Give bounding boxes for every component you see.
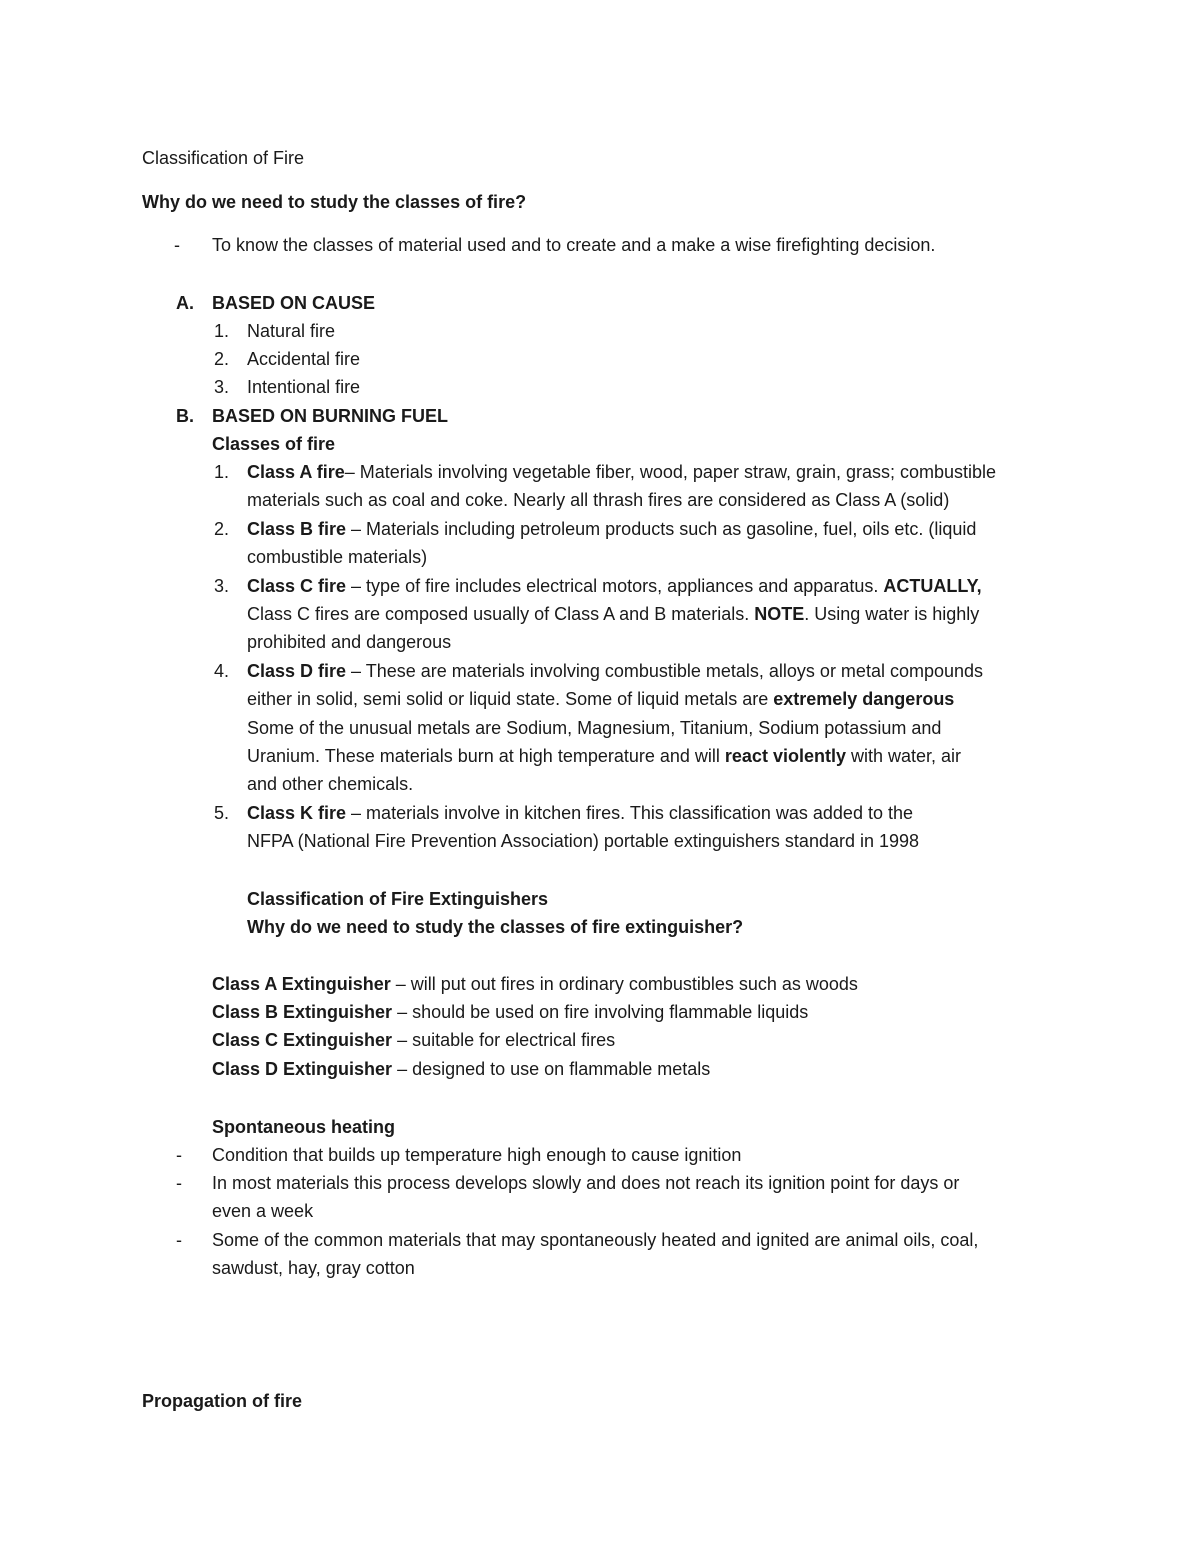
list-marker: 1. bbox=[214, 462, 230, 482]
extinguisher-label: Class D Extinguisher bbox=[212, 1059, 393, 1079]
spontaneous-item-cont: even a week bbox=[212, 1201, 314, 1221]
bullet-marker: - bbox=[176, 1230, 182, 1250]
list-marker: 1. bbox=[214, 321, 230, 341]
class-text: Class C fires are composed usually of Class A and B materials. bbox=[247, 604, 755, 624]
spontaneous-item: Condition that builds up temperature high enough to cause ignition bbox=[212, 1145, 742, 1165]
list-marker: 2. bbox=[214, 349, 230, 369]
class-label: Class C fire bbox=[247, 576, 347, 596]
class-label: Class K fire bbox=[247, 803, 347, 823]
class-text: either in solid, semi solid or liquid state. Some of liquid metals are bbox=[247, 689, 774, 709]
extinguishers-title: Classification of Fire Extinguishers bbox=[247, 889, 549, 909]
class-text: – Materials including petroleum products such as gasoline, fuel, oils etc. (liquid bbox=[346, 519, 977, 539]
extinguisher-label: Class B Extinguisher bbox=[212, 1002, 393, 1022]
extinguisher-text: – designed to use on flammable metals bbox=[392, 1059, 711, 1079]
class-label: Class A fire bbox=[247, 462, 345, 482]
list-item: Natural fire bbox=[247, 321, 336, 341]
list-marker: 5. bbox=[214, 803, 230, 823]
class-label: Class B fire bbox=[247, 519, 347, 539]
page-title: Classification of Fire bbox=[142, 148, 305, 168]
class-c-fire-cont bbox=[247, 602, 979, 626]
class-d-fire bbox=[247, 659, 983, 683]
extremely-dangerous-emphasis: extremely dangerous bbox=[773, 689, 955, 709]
why-question: Why do we need to study the classes of fire? bbox=[142, 192, 527, 212]
class-c-fire bbox=[247, 574, 982, 598]
extinguisher-item bbox=[212, 1057, 710, 1081]
list-item: Accidental fire bbox=[247, 349, 361, 369]
class-d-fire-cont: Some of the unusual metals are Sodium, Magnesium, Titanium, Sodium potassium and bbox=[247, 718, 942, 738]
class-b-fire-cont: combustible materials) bbox=[247, 547, 428, 567]
note-emphasis: NOTE bbox=[754, 604, 805, 624]
class-text: . Using water is highly bbox=[804, 604, 980, 624]
section-b-subheading: Classes of fire bbox=[212, 434, 336, 454]
list-marker: 3. bbox=[214, 377, 230, 397]
class-a-fire-cont: materials such as coal and coke. Nearly all thrash fires are considered as Class A (solid) bbox=[247, 490, 950, 510]
extinguishers-question: Why do we need to study the classes of fire extinguisher? bbox=[247, 917, 744, 937]
class-d-fire-cont bbox=[247, 744, 961, 768]
extinguisher-text: – will put out fires in ordinary combustibles such as woods bbox=[390, 974, 858, 994]
class-text: – materials involve in kitchen fires. This classification was added to the bbox=[346, 803, 913, 823]
class-c-fire-cont: prohibited and dangerous bbox=[247, 632, 452, 652]
class-text: – type of fire includes electrical motors, appliances and apparatus. bbox=[346, 576, 884, 596]
extinguisher-text: – suitable for electrical fires bbox=[392, 1030, 616, 1050]
class-text: Uranium. These materials burn at high temperature and will bbox=[247, 746, 725, 766]
extinguisher-item bbox=[212, 1000, 808, 1024]
list-marker: 2. bbox=[214, 519, 230, 539]
spontaneous-item: In most materials this process develops slowly and does not reach its ignition point for days or bbox=[212, 1173, 960, 1193]
spontaneous-item-cont: sawdust, hay, gray cotton bbox=[212, 1258, 415, 1278]
class-text: – Materials involving vegetable fiber, wood, paper straw, grain, grass; combustible bbox=[344, 462, 997, 482]
list-marker: 3. bbox=[214, 576, 230, 596]
why-answer: To know the classes of material used and to create and a make a wise firefighting decision. bbox=[212, 235, 936, 255]
class-k-fire bbox=[247, 801, 913, 825]
class-b-fire bbox=[247, 517, 976, 541]
class-d-fire-cont: and other chemicals. bbox=[247, 774, 414, 794]
class-label: Class D fire bbox=[247, 661, 347, 681]
section-a-marker: A. bbox=[176, 293, 194, 313]
actually-emphasis: ACTUALLY, bbox=[883, 576, 982, 596]
extinguisher-text: – should be used on fire involving flammable liquids bbox=[392, 1002, 809, 1022]
extinguisher-item bbox=[212, 972, 858, 996]
extinguisher-label: Class A Extinguisher bbox=[212, 974, 391, 994]
extinguisher-label: Class C Extinguisher bbox=[212, 1030, 393, 1050]
class-text: – These are materials involving combustible metals, alloys or metal compounds bbox=[346, 661, 984, 681]
class-k-fire-cont: NFPA (National Fire Prevention Association) portable extinguishers standard in 1998 bbox=[247, 831, 920, 851]
section-b-marker: B. bbox=[176, 406, 194, 426]
class-a-fire bbox=[247, 460, 996, 484]
bullet-marker: - bbox=[174, 235, 180, 255]
extinguisher-item bbox=[212, 1028, 615, 1052]
react-violently-emphasis: react violently bbox=[724, 746, 846, 766]
propagation-heading: Propagation of fire bbox=[142, 1391, 303, 1411]
spontaneous-heading: Spontaneous heating bbox=[212, 1117, 396, 1137]
section-a-heading: BASED ON CAUSE bbox=[212, 293, 376, 313]
class-d-fire-cont bbox=[247, 687, 954, 711]
list-marker: 4. bbox=[214, 661, 230, 681]
class-text: with water, air bbox=[845, 746, 962, 766]
bullet-marker: - bbox=[176, 1145, 182, 1165]
section-b-heading: BASED ON BURNING FUEL bbox=[212, 406, 449, 426]
bullet-marker: - bbox=[176, 1173, 182, 1193]
list-item: Intentional fire bbox=[247, 377, 361, 397]
spontaneous-item: Some of the common materials that may spontaneously heated and ignited are animal oils, coal, bbox=[212, 1230, 979, 1250]
